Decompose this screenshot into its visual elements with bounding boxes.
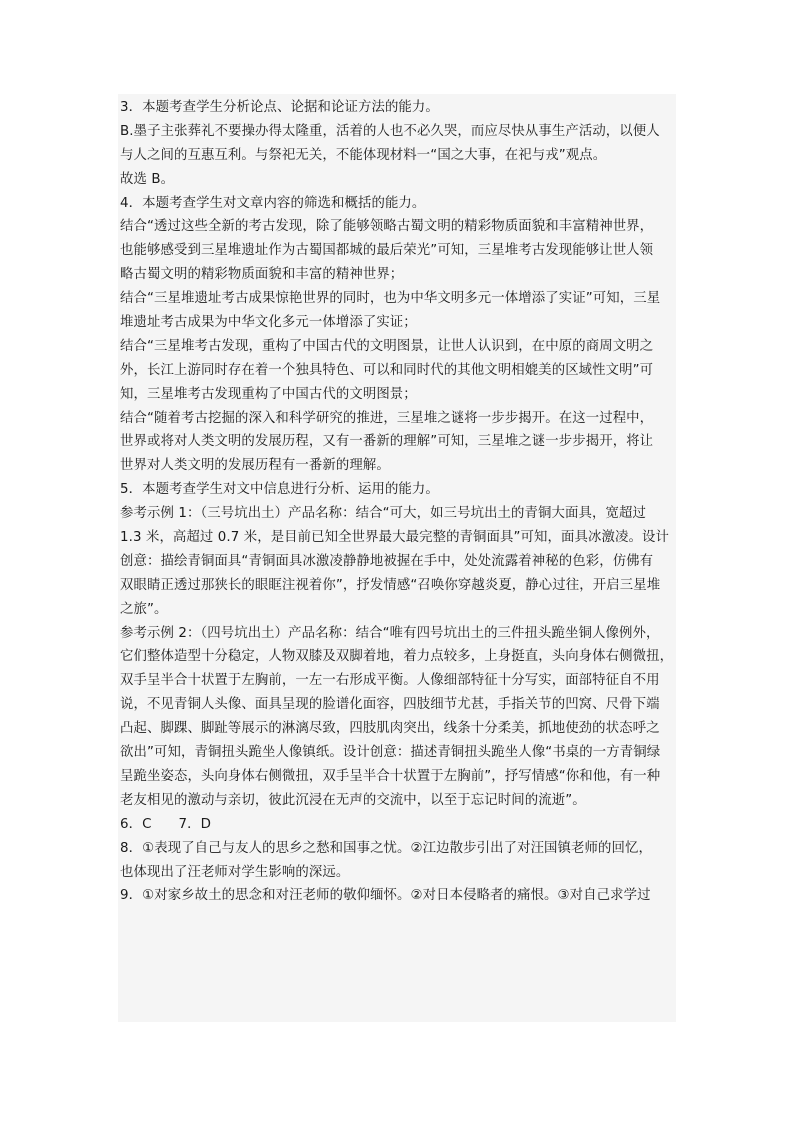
answer-line: 结合“三星堆遗址考古成果惊艳世界的同时，也为中华文明多元一体增添了实证”可知，三星 — [120, 291, 661, 307]
answer-line: 结合“三星堆考古发现，重构了中国古代的文明图景，让世人认识到，在中原的商周文明之 — [120, 338, 654, 354]
answer-line: 老友相见的激动与亲切，彼此沉浸在无声的交流中，以至于忘记时间的流逝”。 — [120, 792, 586, 808]
answer-line: 世界或将对人类文明的发展历程，又有一番新的理解”可知，三星堆之谜一步步揭开，将让 — [120, 434, 654, 450]
answer-line: 欲出”可知，青铜扭头跪坐人像镇纸。设计创意：描述青铜扭头跪坐人像“书桌的一方青铜绿 — [120, 745, 661, 761]
answer-line: 世界对人类文明的发展历程有一番新的理解。 — [120, 458, 390, 474]
answer-line: 也能够感受到三星堆遗址作为古蜀国都城的最后荣光”可知，三星堆考古发现能够让世人领 — [120, 243, 654, 259]
answer-line: 5．本题考查学生对文中信息进行分析、运用的能力。 — [120, 482, 439, 498]
answer-line: 4．本题考查学生对文章内容的筛选和概括的能力。 — [120, 195, 426, 211]
answer-text — [118, 94, 676, 908]
answer-line: 结合“透过这些全新的考古发现，除了能够领略古蜀文明的精彩物质面貌和丰富精神世界， — [120, 219, 654, 235]
answer-line: 参考示例 1：（三号坑出土）产品名称：结合“可大，如三号坑出土的青铜大面具，宽超过 — [120, 506, 646, 522]
answer-line: 堆遗址考古成果为中华文化多元一体增添了实证； — [120, 315, 417, 331]
answer-line: 3．本题考查学生分析论点、论据和论证方法的能力。 — [120, 100, 439, 115]
answer-line: 参考示例 2：（四号坑出土）产品名称：结合“唯有四号坑出土的三件扭头跪坐铜人像例外， — [120, 625, 660, 641]
answer-line: 6．C 7．D — [120, 816, 212, 832]
answer-line: 双手呈半合十状置于左胸前，一左一右形成平衡。人像细部特征十分写实，面部特征自不用 — [120, 673, 660, 689]
answer-line: 结合“随着考古挖掘的深入和科学研究的推进，三星堆之谜将一步步揭开。在这一过程中， — [120, 410, 654, 426]
answer-line: 9．①对家乡故土的思念和对汪老师的敬仰缅怀。②对日本侵略者的痛恨。③对自己求学过 — [120, 888, 651, 904]
answer-sheet — [118, 94, 676, 1022]
answer-line: 创意：描绘青铜面具“青铜面具冰激凌静静地被握在手中，处处流露着神秘的色彩，仿佛有 — [120, 553, 654, 569]
answer-line: 它们整体造型十分稳定，人物双膝及双脚着地，着力点较多，上身挺直，头向身体右侧微扭， — [120, 649, 674, 665]
answer-line: 故选 B。 — [120, 171, 175, 187]
answer-line: 1.3 米，高超过 0.7 米，是目前已知全世界最大最完整的青铜面具”可知，面具冰激凌。设计 — [120, 530, 669, 546]
answer-line: 也体现出了汪老师对学生影响的深远。 — [120, 864, 350, 880]
answer-line: 略古蜀文明的精彩物质面貌和丰富的精神世界； — [120, 267, 404, 283]
answer-line: 之旅”。 — [120, 601, 168, 617]
answer-line: B.墨子主张葬礼不要操办得太隆重，活着的人也不必久哭，而应尽快从事生产活动，以便人 — [120, 123, 660, 139]
answer-line: 凸起、脚踝、脚趾等展示的淋漓尽致，四肢肌肉突出，线条十分柔美，抓地使劲的状态呼之 — [120, 721, 660, 737]
answer-line: 说，不见青铜人头像、面具呈现的脸谱化面容，四肢细节尤甚，手指关节的凹窝、尺骨下端 — [120, 697, 660, 713]
answer-line: 外，长江上游同时存在着一个独具特色、可以和同时代的其他文明相媲美的区域性文明”可 — [120, 362, 654, 378]
answer-line: 呈跪坐姿态，头向身体右侧微扭，双手呈半合十状置于左胸前”，抒写情感“你和他，有一种 — [120, 768, 661, 784]
answer-line: 与人之间的互惠互利。与祭祀无关，不能体现材料一“国之大事，在祀与戎”观点。 — [120, 147, 607, 163]
answer-line: 8．①表现了自己与友人的思乡之愁和国事之忧。②江边散步引出了对汪国镇老师的回忆， — [120, 840, 652, 856]
answer-line: 双眼睛正透过那狭长的眼眶注视着你”，抒发情感“召唤你穿越炎夏，静心过往，开启三星堆 — [120, 577, 661, 593]
answer-line: 知，三星堆考古发现重构了中国古代的文明图景； — [120, 386, 417, 402]
